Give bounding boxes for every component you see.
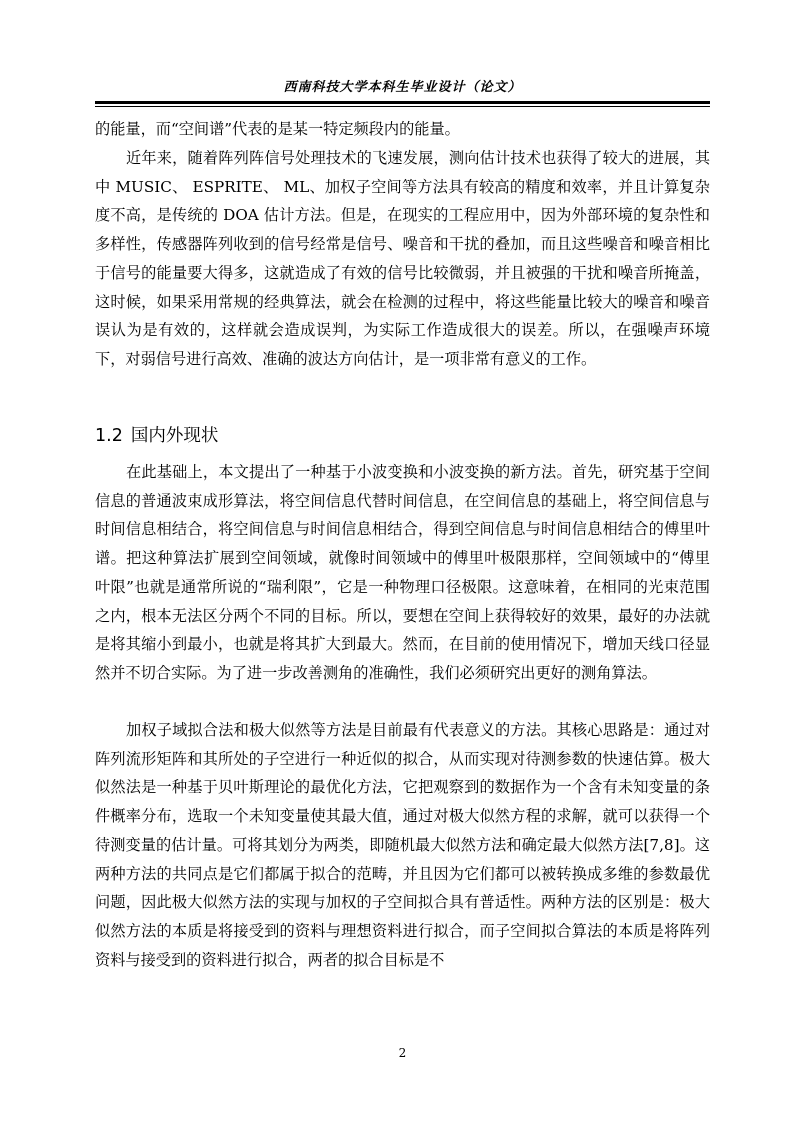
section-title: 国内外现状 (130, 426, 219, 446)
page-number: 2 (398, 1046, 407, 1060)
header-rule-thin (95, 106, 710, 107)
body-paragraph-continued: 的能量，而“空间谱”代表的是某一特定频段内的能量。 (95, 120, 460, 138)
section-paragraph: 在此基础上，本文提出了一种基于小波变换和小波变换的新方法。首先，研究基于空间信息的普通波束成形算法，将空间信息代替时间信息，在空间信息的基础上，将空间信息与时间信息相结合，将空间信息与时间信息相结合，得到空间信息与时间信息相结合的傅里叶谱。把这种算法扩展到空间领域，就像时间领域中的傅里叶极限那样，空间领域中的“傅里叶限”也就是通常所说的“瑞利限”，它是一种物理口径极限。这意味着，在相同的光束范围之内，根本无法区分两个不同的目标。所以，要想在空间上获得较好的效果，最好的办法就是将其缩小到最小，也就是将其扩大到最大。然而，在目前的使用情况下，增加天线口径显然并不切合实际。为了进一步改善测角的准确性，我们必须研究出更好的测角算法。 (95, 463, 710, 682)
running-header-title: 西南科技大学本科生毕业设计（论文） (283, 80, 522, 95)
section-heading (95, 424, 710, 448)
body-paragraph: 近年来，随着阵列阵信号处理技术的飞速发展，测向估计技术也获得了较大的进展，其中 MUSIC、 ESPRITE、 ML、加权子空间等方法具有较高的精度和效率，并且计算复杂度不高，是传统的 DOA 估计方法。但是，在现实的工程应用中，因为外部环境的复杂性和多样性，传感器阵列收到的信号经常是信号、噪音和干扰的叠加，而且这些噪音和噪音相比于信号的能量要大得多，这就造成了有效的信号比较微弱，并且被强的干扰和噪音所掩盖，这时候，如果采用常规的经典算法，就会在检测的过程中，将这些能量比较大的噪音和噪音误认为是有效的，这样就会造成误判，为实际工作造成很大的误差。所以，在强噪声环境下，对弱信号进行高效、准确的波达方向估计，是一项非常有意义的工作。 (95, 149, 710, 368)
section-number: 1.2 (95, 426, 123, 446)
section-paragraph: 加权子域拟合法和极大似然等方法是目前最有代表意义的方法。其核心思路是：通过对阵列流形矩阵和其所处的子空进行一种近似的拟合，从而实现对待测参数的快速估算。极大似然法是一种基于贝叶斯理论的最优化方法，它把观察到的数据作为一个含有未知变量的条件概率分布，选取一个未知变量使其最大值，通过对极大似然方程的求解，就可以获得一个待测变量的估计量。可将其划分为两类，即随机最大似然方法和确定最大似然方法[7,8]。这两种方法的共同点是它们都属于拟合的范畴，并且因为它们都可以被转换成多维的参数最优问题，因此极大似然方法的实现与加权的子空间拟合具有普适性。两种方法的区别是：极大似然方法的本质是将接受到的资料与理想资料进行拟合，而子空间拟合算法的本质是将阵列资料与接受到的资料进行拟合，两者的拟合目标是不 (95, 721, 710, 969)
header-rule-thick (95, 101, 710, 104)
